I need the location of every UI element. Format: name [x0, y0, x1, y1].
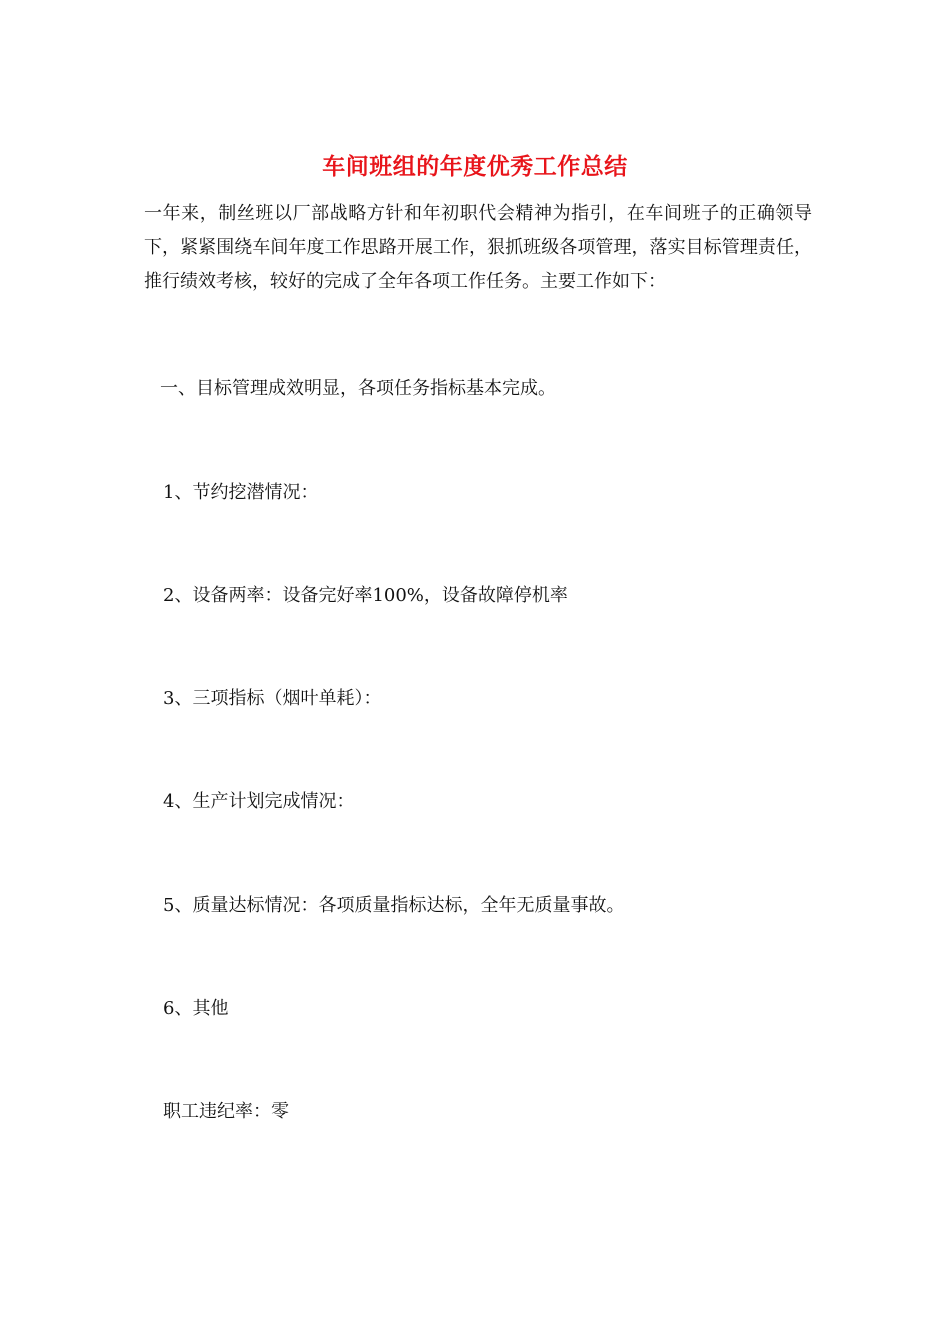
list-item-indicators: 3、三项指标（烟叶单耗）：: [163, 688, 382, 709]
list-item-production: 4、生产计划完成情况：: [163, 791, 355, 812]
document-title: 车间班组的年度优秀工作总结: [322, 154, 628, 180]
list-item-saving: 1、节约挖潜情况：: [163, 482, 319, 503]
list-item-equipment: 2、设备两率：设备完好率100%，设备故障停机率: [163, 585, 568, 606]
list-item-quality: 5、质量达标情况：各项质量指标达标，全年无质量事故。: [163, 895, 625, 916]
section-heading: 一、目标管理成效明显，各项任务指标基本完成。: [160, 378, 556, 399]
intro-paragraph: 一年来，制丝班以厂部战略方针和年初职代会精神为指引，在车间班子的正确领导下，紧紧围绕车间年度工作思路开展工作，狠抓班级各项管理，落实目标管理责任，推行绩效考核，较好的完成了全年各项工作任务。主要工作如下：: [144, 203, 812, 292]
list-item-other: 6、其他: [163, 998, 229, 1019]
list-item-discipline: 职工违纪率：零: [163, 1101, 289, 1122]
